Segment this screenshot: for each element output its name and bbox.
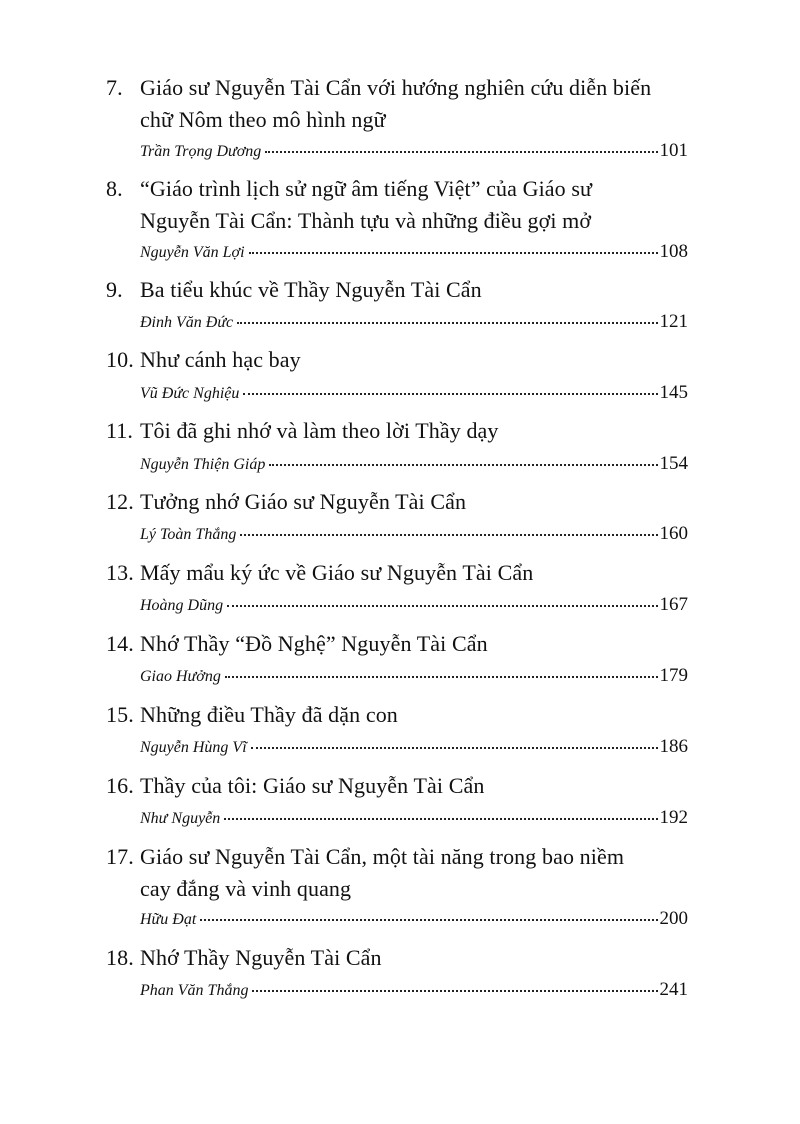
entry-author: Hoàng Dũng xyxy=(140,597,224,614)
entry-title-line: Như cánh hạc bay xyxy=(140,347,301,372)
entry-author: Trần Trọng Dương xyxy=(140,143,262,160)
entry-page-number: 101 xyxy=(659,140,688,161)
entry-title-line: “Giáo trình lịch sử ngữ âm tiếng Việt” của Giáo sư xyxy=(140,176,593,201)
entry-number: 11. xyxy=(106,418,133,443)
entry-title-line: Thầy của tôi: Giáo sư Nguyễn Tài Cẩn xyxy=(140,773,485,798)
entry-page-number: 121 xyxy=(659,311,688,332)
dot-leader xyxy=(265,149,657,153)
author-row xyxy=(140,140,688,170)
entry-page-number: 145 xyxy=(659,382,688,403)
dot-leader xyxy=(200,917,657,921)
dot-leader xyxy=(225,674,658,678)
entry-page-number: 179 xyxy=(659,665,688,686)
entry-author: Giao Hưởng xyxy=(140,668,221,685)
author-row xyxy=(140,311,688,341)
entry-number: 13. xyxy=(106,560,134,585)
entry-title-line: chữ Nôm theo mô hình ngữ xyxy=(140,107,386,132)
entry-page-number: 192 xyxy=(659,807,688,828)
author-row xyxy=(140,523,688,553)
entry-author: Đinh Văn Đức xyxy=(140,314,234,331)
entry-number: 16. xyxy=(106,773,134,798)
entry-author: Nguyễn Thiện Giáp xyxy=(140,456,266,473)
entry-page-number: 241 xyxy=(659,979,688,1000)
entry-title-line: Tưởng nhớ Giáo sư Nguyễn Tài Cẩn xyxy=(140,489,467,514)
entry-title-line: Giáo sư Nguyễn Tài Cẩn, một tài năng trong bao niềm xyxy=(140,844,625,869)
entry-title-line: Nguyễn Tài Cẩn: Thành tựu và những điều gợi mở xyxy=(140,208,592,233)
author-row xyxy=(140,736,688,766)
author-row xyxy=(140,908,688,938)
author-row xyxy=(140,382,688,412)
entry-title-line: Nhớ Thầy Nguyễn Tài Cẩn xyxy=(140,945,382,970)
entry-title-line: Nhớ Thầy “Đồ Nghệ” Nguyễn Tài Cẩn xyxy=(140,631,488,656)
author-row xyxy=(140,594,688,624)
dot-leader xyxy=(252,988,657,992)
entry-number: 10. xyxy=(106,347,134,372)
entry-title-line: Mấy mẩu ký ức về Giáo sư Nguyễn Tài Cẩn xyxy=(140,560,534,585)
entry-author: Nguyễn Văn Lợi xyxy=(140,244,245,261)
entry-number: 9. xyxy=(106,277,123,302)
dot-leader xyxy=(243,391,657,395)
entry-title-line: Ba tiểu khúc về Thầy Nguyễn Tài Cẩn xyxy=(140,277,482,302)
author-row xyxy=(140,665,688,695)
entry-number: 14. xyxy=(106,631,134,656)
entry-author: Lý Toàn Thắng xyxy=(140,526,237,543)
dot-leader xyxy=(269,462,657,466)
dot-leader xyxy=(224,816,657,820)
dot-leader xyxy=(227,603,657,607)
dot-leader xyxy=(249,250,658,254)
entry-author: Hữu Đạt xyxy=(140,911,197,928)
entry-page-number: 108 xyxy=(659,241,688,262)
entry-title-line: Tôi đã ghi nhớ và làm theo lời Thầy dạy xyxy=(140,418,499,443)
entry-number: 18. xyxy=(106,945,134,970)
entry-page-number: 167 xyxy=(659,594,688,615)
dot-leader xyxy=(237,320,657,324)
entry-page-number: 154 xyxy=(659,453,688,474)
author-row xyxy=(140,453,688,483)
entry-author: Vũ Đức Nghiệu xyxy=(140,385,240,402)
entry-number: 17. xyxy=(106,844,134,869)
author-row xyxy=(140,979,688,1009)
entry-author: Nguyễn Hùng Vĩ xyxy=(140,739,247,756)
entry-title-line: Những điều Thầy đã dặn con xyxy=(140,702,398,727)
author-row xyxy=(140,241,688,271)
entry-page-number: 200 xyxy=(659,908,688,929)
dot-leader xyxy=(251,745,658,749)
entry-title-line: cay đắng và vinh quang xyxy=(140,876,352,901)
entry-number: 7. xyxy=(106,75,123,100)
dot-leader xyxy=(240,532,657,536)
entry-number: 12. xyxy=(106,489,134,514)
entry-title-line: Giáo sư Nguyễn Tài Cẩn với hướng nghiên cứu diễn biến xyxy=(140,75,652,100)
entry-page-number: 186 xyxy=(659,736,688,757)
entry-author: Như Nguyễn xyxy=(140,810,221,827)
author-row xyxy=(140,807,688,837)
entry-number: 8. xyxy=(106,176,123,201)
entry-page-number: 160 xyxy=(659,523,688,544)
entry-number: 15. xyxy=(106,702,134,727)
entry-author: Phan Văn Thắng xyxy=(140,982,249,999)
